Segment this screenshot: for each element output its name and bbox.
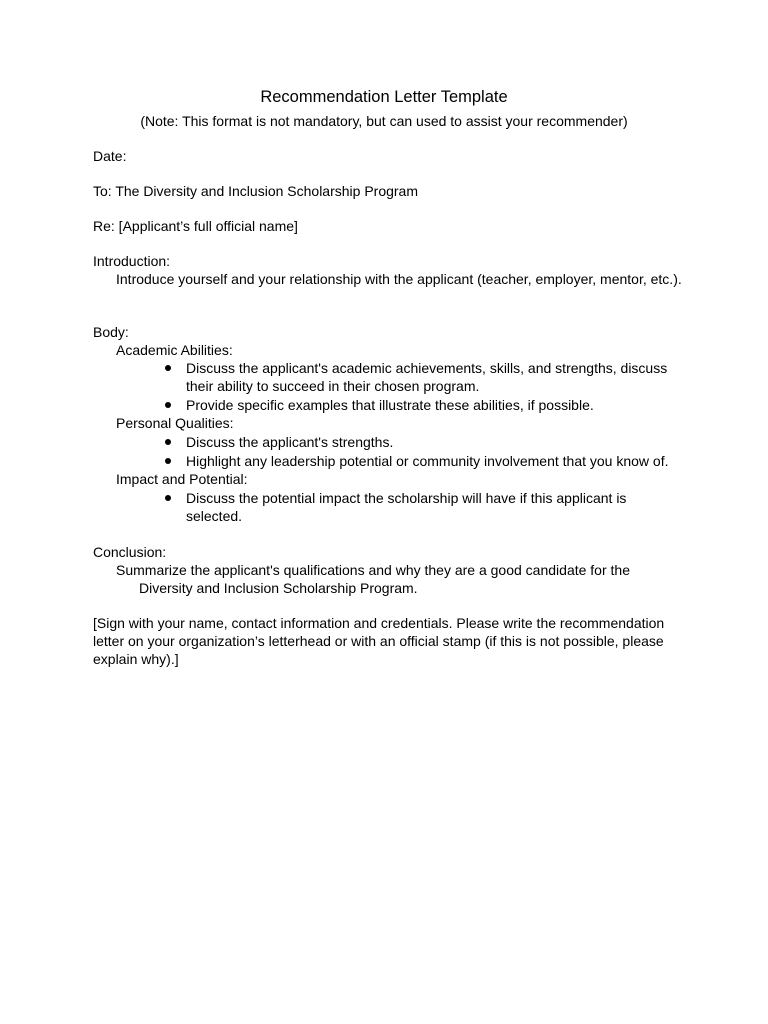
bullet-dot [165, 439, 171, 445]
body-heading: Body: [93, 324, 129, 340]
bullet-item: Highlight any leadership potential or community involvement that you know of. [186, 453, 669, 469]
to-line: To: The Diversity and Inclusion Scholarship Program [93, 183, 419, 199]
conclusion-text: Summarize the applicant's qualifications and why they are a good candidate for the Diversity and Inclusion Scholarship Program. [116, 562, 630, 596]
section-heading-personal: Personal Qualities: [116, 415, 234, 431]
format-note: (Note: This format is not mandatory, but can used to assist your recommender) [140, 113, 628, 129]
section-heading-academic: Academic Abilities: [116, 342, 233, 358]
bullet-dot [165, 458, 171, 464]
date-label: Date: [93, 148, 127, 164]
conclusion-heading: Conclusion: [93, 544, 167, 560]
bullet-item: Discuss the applicant's strengths. [186, 434, 394, 450]
section-heading-impact: Impact and Potential: [116, 471, 248, 487]
introduction-heading: Introduction: [93, 253, 171, 269]
bullet-item: Discuss the applicant's academic achievements, skills, and strengths, discuss their ability to succeed in their chosen program. [186, 360, 668, 394]
page-title: Recommendation Letter Template [260, 88, 508, 106]
introduction-text: Introduce yourself and your relationship with the applicant (teacher, employer, mentor, etc.). [116, 271, 682, 287]
bullet-dot [165, 495, 171, 501]
bullet-dot [165, 365, 171, 371]
re-line: Re: [Applicant’s full official name] [93, 218, 298, 234]
bullet-item: Provide specific examples that illustrate these abilities, if possible. [186, 397, 594, 413]
closing-note: [Sign with your name, contact information and credentials. Please write the recommendation letter on your organization’s letterhead or with an official stamp (if this is not possible, please explain why).] [93, 615, 665, 667]
bullet-item: Discuss the potential impact the scholarship will have if this applicant is selected. [186, 490, 627, 524]
bullet-dot [165, 402, 171, 408]
